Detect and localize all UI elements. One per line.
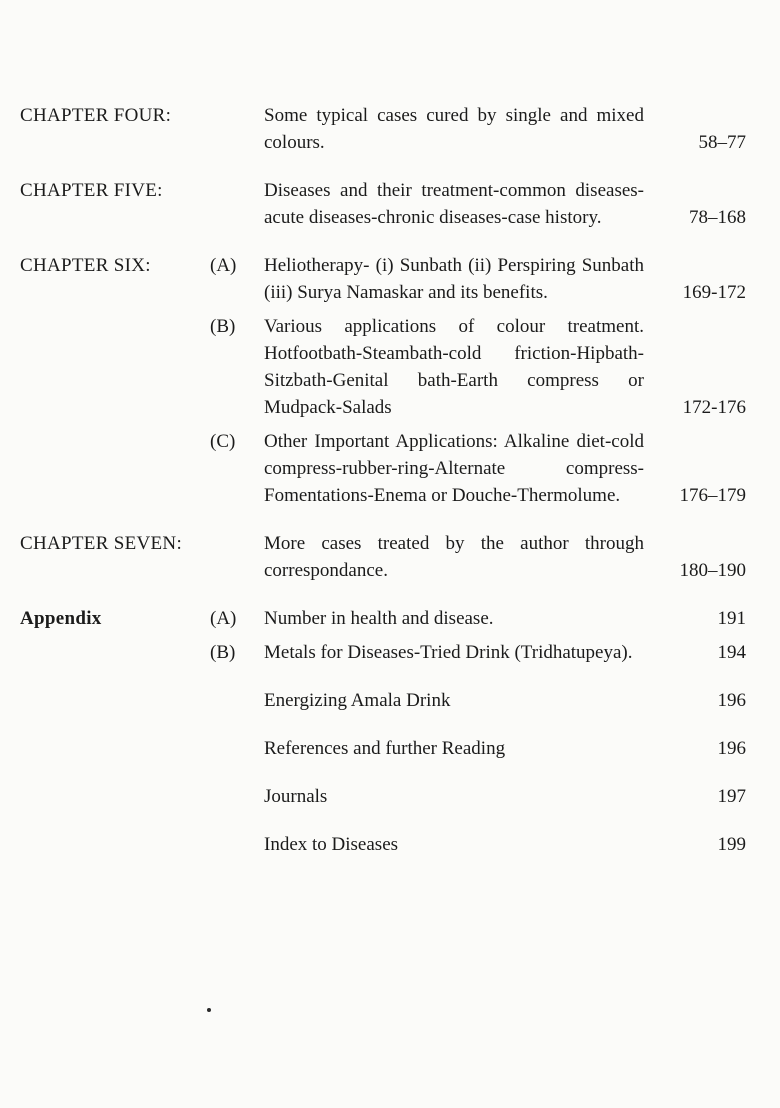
page-numbers: 199 xyxy=(717,834,746,855)
toc-entry-chapter-five xyxy=(20,177,746,231)
toc-entry-chapter-seven xyxy=(20,530,746,584)
chapter-label: CHAPTER FIVE: xyxy=(20,180,163,201)
chapter-label xyxy=(20,313,208,421)
section-marker: (C) xyxy=(210,431,236,452)
section-marker xyxy=(208,177,264,231)
chapter-label xyxy=(20,783,208,810)
entry-description: Journals xyxy=(264,786,328,807)
toc-entry-energizing-amala-drink xyxy=(20,687,746,714)
toc-entry-appendix-b xyxy=(20,639,746,666)
page-numbers: 176–179 xyxy=(679,485,746,506)
toc-entry-appendix-a xyxy=(20,605,746,632)
section-marker xyxy=(208,687,264,714)
toc-entry-chapter-six-a xyxy=(20,252,746,306)
section-marker xyxy=(208,783,264,810)
entry-description: Metals for Diseases-Tried Drink (Tridhatupeya). xyxy=(264,642,633,663)
toc-entry-chapter-six-b xyxy=(20,313,746,421)
toc-entry-journals xyxy=(20,783,746,810)
section-marker: (B) xyxy=(210,316,236,337)
section-marker: (A) xyxy=(210,608,237,629)
section-marker: (B) xyxy=(210,642,236,663)
page-numbers: 58–77 xyxy=(698,132,746,153)
chapter-label: CHAPTER SEVEN: xyxy=(20,533,183,554)
page-numbers: 169-172 xyxy=(682,282,746,303)
entry-description: Diseases and their treatment-common diseases-acute diseases-chronic diseases-case history. xyxy=(264,180,644,228)
section-marker xyxy=(208,735,264,762)
toc-entry-index-to-diseases xyxy=(20,831,746,858)
page-numbers: 78–168 xyxy=(689,207,746,228)
chapter-label xyxy=(20,687,208,714)
page-numbers: 180–190 xyxy=(679,560,746,581)
page-numbers: 196 xyxy=(717,738,746,759)
section-marker: (A) xyxy=(210,255,237,276)
chapter-label xyxy=(20,428,208,509)
entry-description: Index to Diseases xyxy=(264,834,399,855)
entry-description: References and further Reading xyxy=(264,738,506,759)
entry-description: Various applications of colour treatment. Hotfootbath-Steambath-cold friction-Hipbath-Sitzbath-Genital bath-Earth compress or Mudpack-Salads xyxy=(264,316,644,418)
chapter-label xyxy=(20,639,208,666)
chapter-label xyxy=(20,735,208,762)
chapter-label: CHAPTER SIX: xyxy=(20,255,151,276)
section-marker xyxy=(208,530,264,584)
entry-description: Number in health and disease. xyxy=(264,608,494,629)
entry-description: Some typical cases cured by single and mixed colours. xyxy=(264,105,644,153)
section-marker xyxy=(208,102,264,156)
entry-description: Other Important Applications: Alkaline diet-cold compress-rubber-ring-Alternate compress-Fomentations-Enema or Douche-Thermolume. xyxy=(264,431,644,506)
toc-entry-chapter-six-c xyxy=(20,428,746,509)
toc-entry-chapter-four xyxy=(20,102,746,156)
page-numbers: 194 xyxy=(717,642,746,663)
entry-description: More cases treated by the author through correspondance. xyxy=(264,533,644,581)
page-numbers: 196 xyxy=(717,690,746,711)
page-numbers: 197 xyxy=(717,786,746,807)
entry-description: Heliotherapy- (i) Sunbath (ii) Perspiring Sunbath (iii) Surya Namaskar and its benefits. xyxy=(264,255,644,303)
entry-description: Energizing Amala Drink xyxy=(264,690,451,711)
section-marker xyxy=(208,831,264,858)
appendix-label: Appendix xyxy=(20,608,102,629)
toc-entry-references xyxy=(20,735,746,762)
page-numbers: 172-176 xyxy=(682,397,746,418)
page-numbers: 191 xyxy=(717,608,746,629)
toc-list xyxy=(20,102,746,858)
ink-dot xyxy=(207,1008,211,1012)
chapter-label: CHAPTER FOUR: xyxy=(20,105,172,126)
chapter-label xyxy=(20,831,208,858)
